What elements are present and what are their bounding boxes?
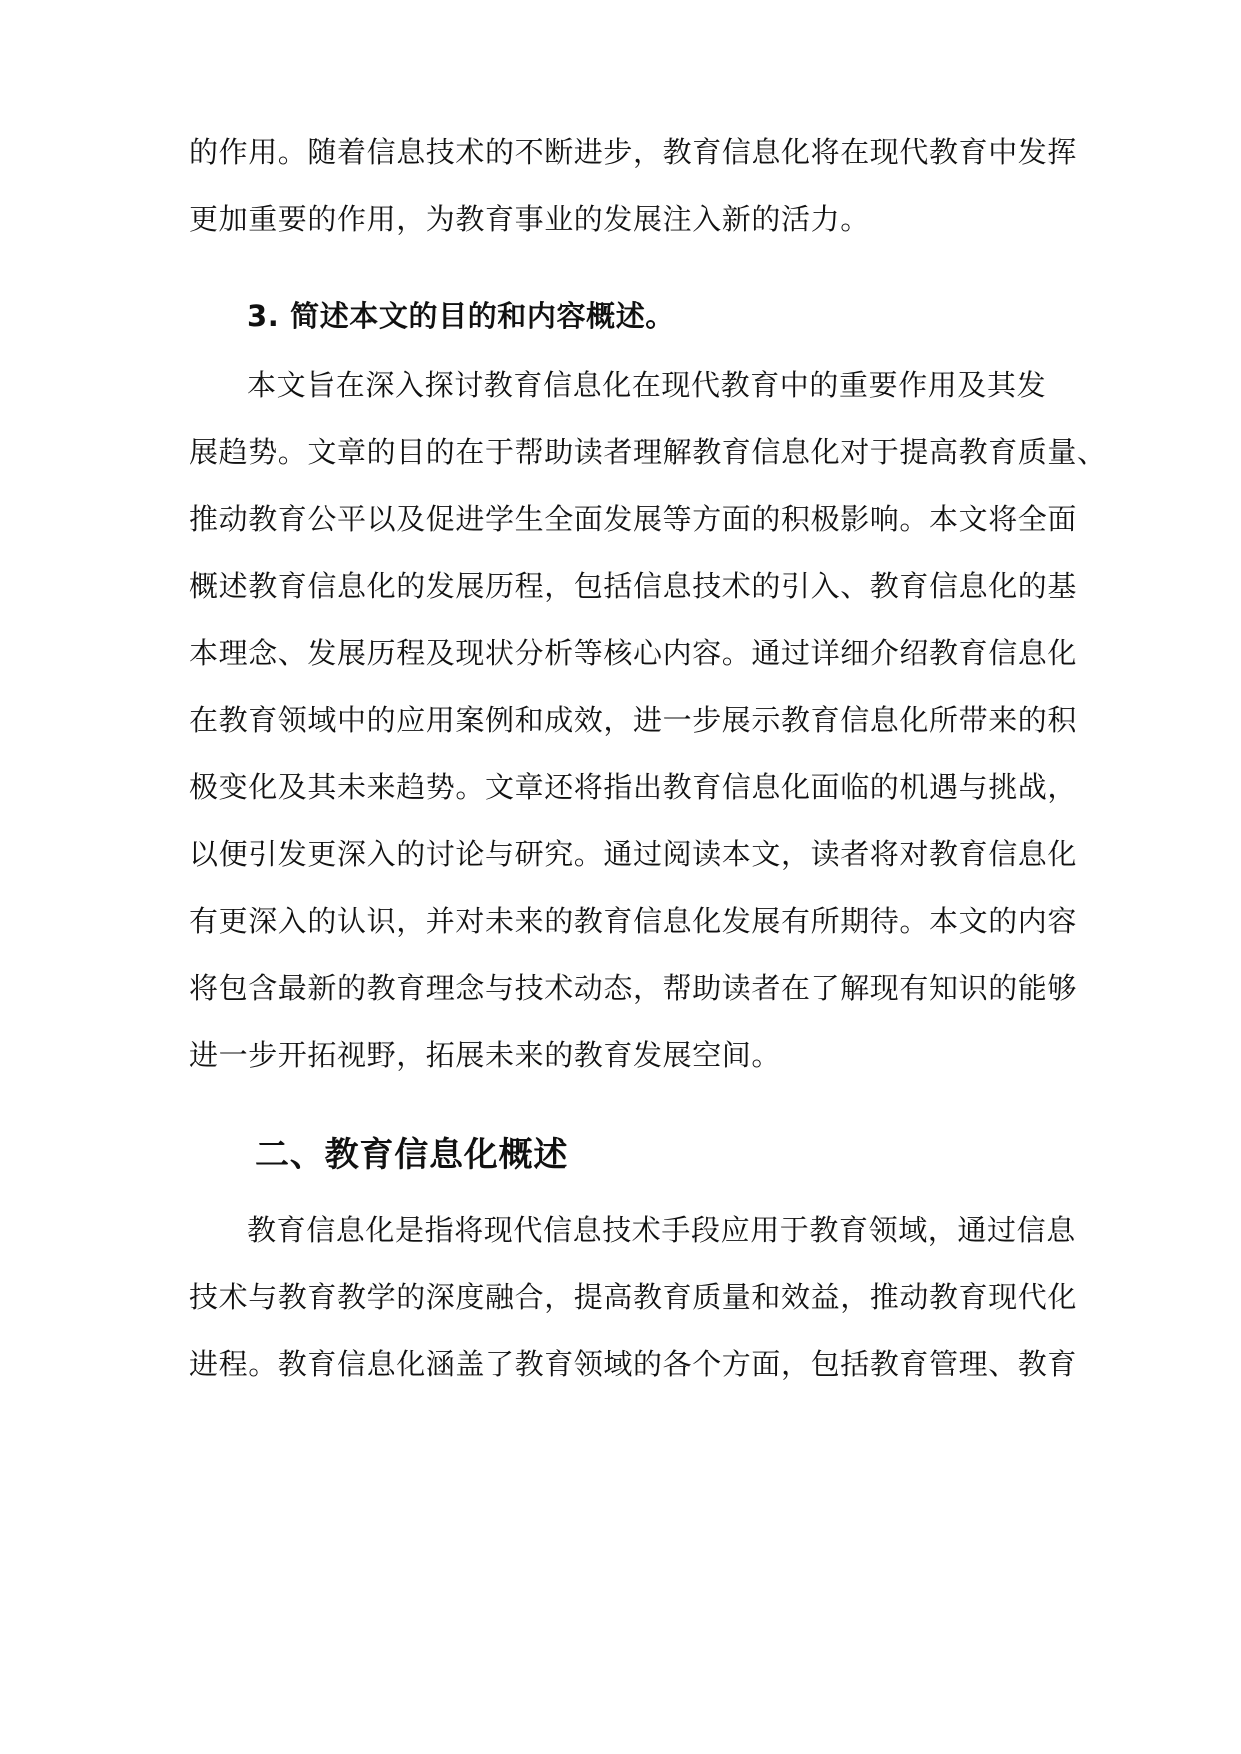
section-3-paragraph-line-10: 将包含最新的教育理念与技术动态，帮助读者在了解现有知识的能够 [189, 971, 1078, 1005]
section-3-paragraph-line-3: 推动教育公平以及促进学生全面发展等方面的积极影响。本文将全面 [189, 502, 1078, 536]
section-2-heading: 二、教育信息化概述 [255, 1135, 569, 1175]
section-3-paragraph-line-5: 本理念、发展历程及现状分析等核心内容。通过详细介绍教育信息化 [189, 636, 1078, 670]
section-3-paragraph-line-7: 极变化及其未来趋势。文章还将指出教育信息化面临的机遇与挑战， [189, 770, 1078, 804]
intro-paragraph-line-2: 更加重要的作用，为教育事业的发展注入新的活力。 [189, 202, 870, 236]
section-3-paragraph-line-4: 概述教育信息化的发展历程，包括信息技术的引入、教育信息化的基 [189, 569, 1078, 603]
section-3-paragraph-line-8: 以便引发更深入的讨论与研究。通过阅读本文，读者将对教育信息化 [189, 837, 1078, 871]
intro-paragraph-line-1: 的作用。随着信息技术的不断进步，教育信息化将在现代教育中发挥 [189, 135, 1078, 169]
section-3-paragraph-line-11: 进一步开拓视野，拓展未来的教育发展空间。 [189, 1038, 782, 1072]
section-3-paragraph-line-1: 本文旨在深入探讨教育信息化在现代教育中的重要作用及其发 [247, 368, 1047, 402]
section-3-paragraph-line-9: 有更深入的认识，并对未来的教育信息化发展有所期待。本文的内容 [189, 904, 1078, 938]
section-2-paragraph-line-3: 进程。教育信息化涵盖了教育领域的各个方面，包括教育管理、教育 [189, 1347, 1078, 1381]
section-3-heading: 3. 简述本文的目的和内容概述。 [247, 299, 675, 333]
section-3-paragraph-line-6: 在教育领域中的应用案例和成效，进一步展示教育信息化所带来的积 [189, 703, 1078, 737]
section-2-paragraph-line-2: 技术与教育教学的深度融合，提高教育质量和效益，推动教育现代化 [189, 1280, 1078, 1314]
section-3-paragraph-line-2: 展趋势。文章的目的在于帮助读者理解教育信息化对于提高教育质量、 [189, 435, 1107, 469]
section-2-paragraph-line-1: 教育信息化是指将现代信息技术手段应用于教育领域，通过信息 [247, 1213, 1076, 1247]
